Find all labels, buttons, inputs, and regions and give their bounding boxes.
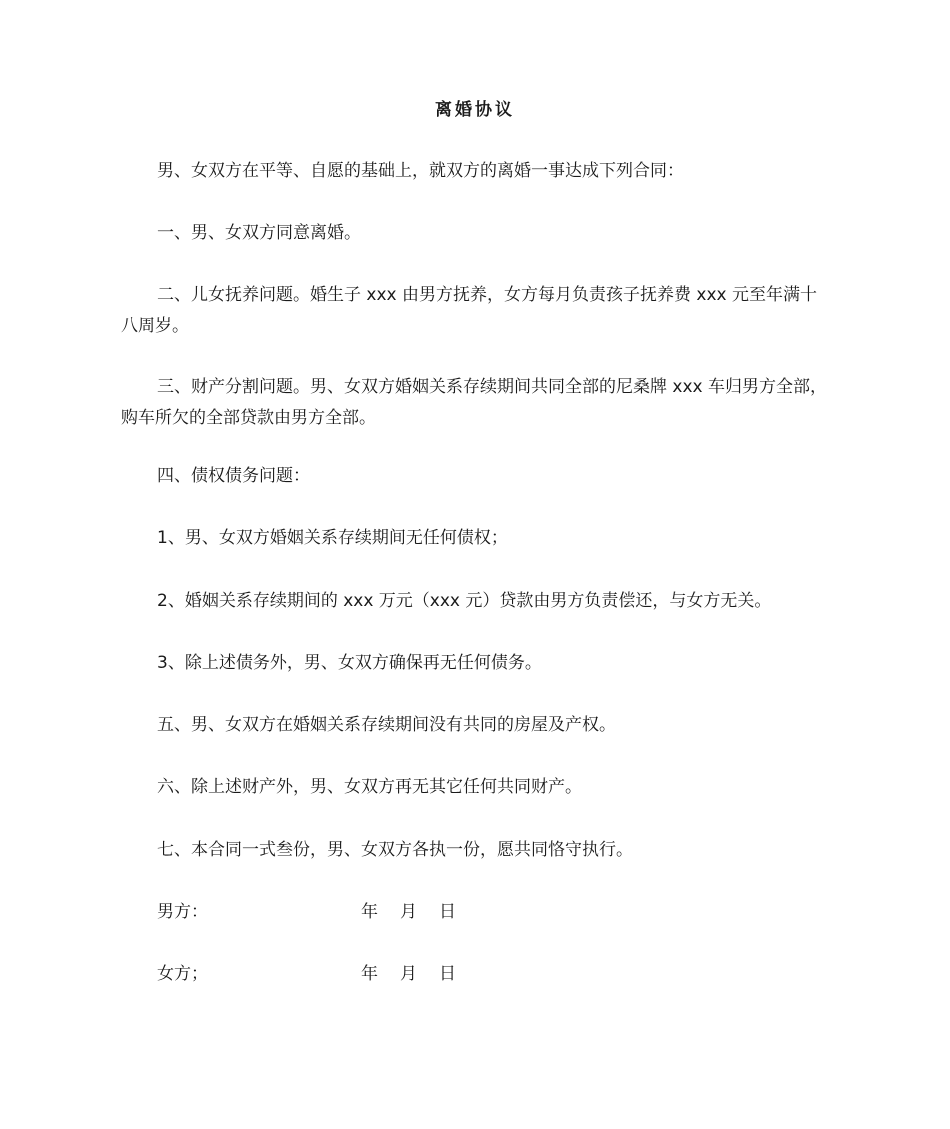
clause-5: 五、男、女双方在婚姻关系存续期间没有共同的房屋及产权。: [157, 715, 616, 735]
signature-label-female: 女方；: [157, 964, 208, 984]
clause-2: 二、儿女抚养问题。婚生子 xxx 由男方抚养，女方每月负责孩子抚养费 xxx 元至年满十八周岁。: [121, 285, 817, 336]
date-month: 月: [400, 902, 417, 922]
date-month: 月: [400, 964, 417, 984]
clause-4-item-3: 3、除上述债务外，男、女双方确保再无任何债务。: [157, 653, 542, 673]
date-day: 日: [439, 902, 456, 922]
clause-4: 四、债权债务问题：: [157, 466, 310, 486]
intro-paragraph: 男、女双方在平等、自愿的基础上，就双方的离婚一事达成下列合同：: [157, 161, 684, 181]
clause-4-item-2: 2、婚姻关系存续期间的 xxx 万元（xxx 元）贷款由男方负责偿还，与女方无关。: [157, 591, 772, 611]
clause-1: 一、男、女双方同意离婚。: [157, 223, 361, 243]
signature-label-male: 男方：: [157, 902, 208, 922]
clause-6: 六、除上述财产外，男、女双方再无其它任何共同财产。: [157, 777, 582, 797]
date-day: 日: [439, 964, 456, 984]
clause-3: 三、财产分割问题。男、女双方婚姻关系存续期间共同全部的尼桑牌 xxx 车归男方全部，购车所欠的全部贷款由男方全部。: [121, 377, 827, 428]
clause-4-item-1: 1、男、女双方婚姻关系存续期间无任何债权；: [157, 528, 508, 548]
clause-7: 七、本合同一式叁份，男、女双方各执一份，愿共同恪守执行。: [157, 840, 633, 860]
signature-date-female: [361, 959, 456, 990]
date-year: 年: [361, 902, 378, 922]
date-year: 年: [361, 964, 378, 984]
document-title: 离婚协议: [435, 100, 515, 120]
signature-date-male: [361, 897, 456, 928]
